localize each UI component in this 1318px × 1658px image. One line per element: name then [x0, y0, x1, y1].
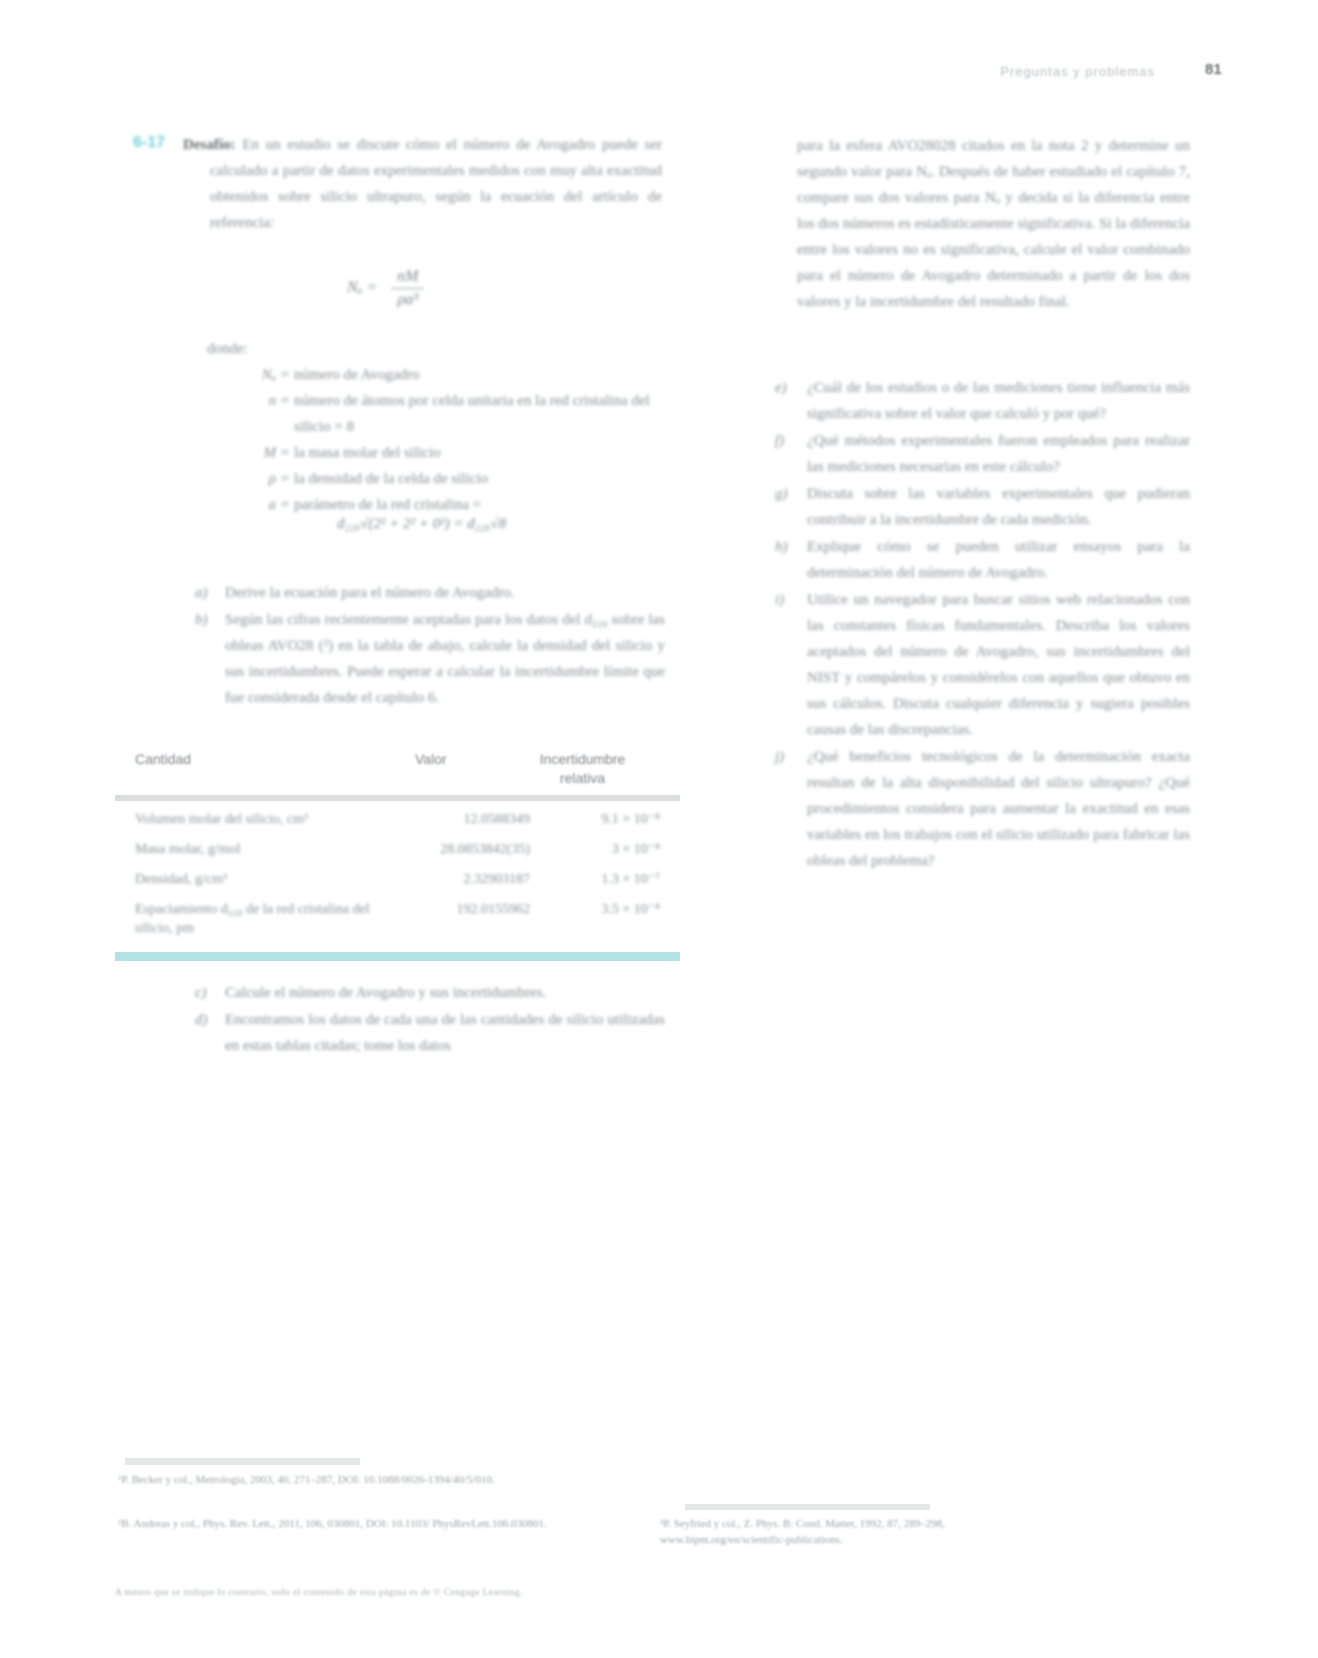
- problem-intro-text: En un estudio se discute cómo el número de Avogadro puede ser calculado a partir de datos experimentales medidos con muy alta exactitud obtenidos sobre silicio ultrapuro, según la ecuación del artículo de referencia:: [210, 137, 662, 231]
- variable-row: [230, 440, 655, 466]
- variable-definition: número de Avogadro: [294, 367, 420, 383]
- table-row: [115, 840, 680, 870]
- page-number: 81: [1205, 61, 1222, 78]
- variable-symbol: a: [268, 497, 276, 513]
- cell-valor: 12.0588349: [463, 812, 530, 827]
- equation-numerator: nM: [397, 268, 419, 285]
- item-letter: j): [775, 749, 785, 765]
- problem-intro: [183, 132, 662, 236]
- item-text: Utilice un navegador para buscar sitios web relacionados con las constantes físicas fundamentales. Describa los valores aceptados del número de Avogadro, sus incertidumbres del NIST y compárelos y considérelos con aquellos que obtuvo en sus cálculos. Discuta cualquier diferencia y sugiera posibles causas de las discrepancias.: [807, 592, 1190, 738]
- list-item-h: [767, 534, 1190, 586]
- right-column-items: [767, 375, 1190, 875]
- copyright-note: A menos que se indique lo contrario, todo el contenido de esta página es de © Cengage Learning.: [115, 1588, 523, 1598]
- item-text: ¿Qué beneficios tecnológicos de la determinación exacta resultan de la alta disponibilidad del silicio ultrapuro? ¿Qué procedimientos considera para aumentar la exactitud en esas variables en los trabajos con el silicio utilizado para fabricar las obleas del problema?: [807, 749, 1190, 869]
- equation-denominator: ρa³: [391, 288, 424, 309]
- variable-row: [230, 362, 655, 388]
- list-item-e: [767, 375, 1190, 427]
- table-row: [115, 870, 680, 900]
- equation-equals: =: [366, 279, 378, 297]
- footnote-rule-left: [125, 1458, 360, 1465]
- variable-symbol: ρ: [268, 471, 276, 487]
- variable-symbol: M: [263, 445, 276, 461]
- footnote-left-1: ¹P. Becker y col., Metrologia, 2003, 40, 271–287, DOI: 10.1088/0026-1394/40/5/010.: [118, 1474, 495, 1486]
- footnote-rule-right: [685, 1504, 930, 1510]
- variable-row: [230, 466, 655, 492]
- lattice-formula: d₂₂₀√(2² + 2² + 0²) = d₂₂₀√8: [337, 516, 507, 532]
- equals-sign: =: [280, 497, 290, 513]
- item-text: Discuta sobre las variables experimentales que pudieran contribuir a la incertidumbre de cada medición.: [807, 486, 1190, 528]
- item-letter: h): [775, 539, 788, 555]
- cell-cantidad: Masa molar, g/mol: [135, 842, 241, 857]
- table-header-valor: Valor: [415, 751, 447, 767]
- avogadro-equation: [347, 268, 424, 309]
- variable-definition: número de átomos por celda unitaria en la red cristalina del silicio = 8: [294, 393, 650, 435]
- equation-fraction: [391, 268, 424, 309]
- variable-definition: la masa molar del silicio: [294, 445, 441, 461]
- equals-sign: =: [280, 471, 290, 487]
- variable-definition: la densidad de la celda de silicio: [294, 471, 489, 487]
- equals-sign: =: [280, 445, 290, 461]
- item-letter: a): [195, 585, 208, 601]
- list-item-b: [195, 607, 665, 711]
- item-text: ¿Qué métodos experimentales fueron empleados para realizar las mediciones necesarias en este cálculo?: [807, 433, 1190, 475]
- equals-sign: =: [280, 367, 290, 383]
- left-items: [195, 580, 665, 712]
- variable-symbol: n: [268, 393, 276, 409]
- equals-sign: =: [280, 393, 290, 409]
- variable-symbol: Nₐ: [261, 367, 276, 383]
- cell-incertidumbre: 3.5 × 10⁻⁸: [601, 902, 660, 917]
- where-label: donde:: [207, 341, 248, 357]
- list-item-j: [767, 744, 1190, 874]
- variable-row: [230, 492, 655, 518]
- variable-list: [230, 362, 655, 518]
- right-column-paragraph: para la esfera AVO28028 citados en la nota 2 y determine un segundo valor para Nₐ. Después de haber estudiado el capítulo 7, compare sus dos valores para Nₐ y decida si la diferencia entre los dos números es estadísticamente significativa. Si la diferencia entre los valores no es significativa, calcule el valor combinado para el número de Avogadro determinado a partir de los dos valores y la incertidumbre del resultado final.: [797, 138, 1190, 310]
- item-text: Encontramos los datos de cada una de las cantidades de silicio utilizadas en estas tablas citadas; tome los datos: [225, 1012, 665, 1054]
- list-item-a: [195, 580, 665, 606]
- list-item-i: [767, 587, 1190, 743]
- cell-incertidumbre: 1.3 × 10⁻⁷: [601, 872, 660, 887]
- cell-valor: 28.0853842(35): [440, 842, 530, 857]
- list-item-f: [767, 428, 1190, 480]
- footnote-left-2: ²B. Andreas y col., Phys. Rev. Lett., 2011, 106, 030801, DOI: 10.1103/ PhysRevLett.106.030801.: [118, 1518, 547, 1530]
- table-row: [115, 900, 680, 946]
- table-header-line2: relativa: [559, 770, 606, 786]
- equation-lhs: Nₐ: [347, 279, 363, 297]
- item-text: Derive la ecuación para el número de Avogadro.: [225, 585, 515, 601]
- item-letter: g): [775, 486, 788, 502]
- footnote-right-1: ³P. Seyfried y col., Z. Phys. B: Cond. Matter, 1992, 87, 289–298, www.bipm.org/en/scientific-publications.: [660, 1518, 945, 1546]
- cell-incertidumbre: 3 × 10⁻⁸: [611, 842, 660, 857]
- list-item-g: [767, 481, 1190, 533]
- item-letter: d): [195, 1012, 208, 1028]
- list-item-c: [195, 980, 665, 1006]
- cell-valor: 2.32903187: [463, 872, 530, 887]
- item-letter: c): [195, 985, 207, 1001]
- table-header-rule: [115, 795, 680, 801]
- table-bottom-rule: [115, 952, 680, 961]
- table-header-cantidad: Cantidad: [135, 751, 192, 767]
- item-text: Según las cifras recientemente aceptadas para los datos del d₂₂₀ sobre las obleas AVO28 (²) en la tabla de abajo, calcule la densidad del silicio y sus incertidumbres. Puede esperar a calcular la incertidumbre límite que fue considerada desde el capítulo 6.: [225, 612, 665, 706]
- item-letter: e): [775, 380, 787, 396]
- problem-number: 6-17: [133, 134, 166, 151]
- list-item-d: [195, 1007, 665, 1059]
- table-row: [115, 810, 680, 840]
- variable-definition: parámetro de la red cristalina =: [294, 497, 482, 513]
- item-text: Calcule el número de Avogadro y sus incertidumbres.: [225, 985, 547, 1001]
- table-header-incertidumbre: [505, 750, 660, 788]
- cell-cantidad: Densidad, g/cm³: [135, 872, 228, 887]
- cell-valor: 192.0155962: [456, 902, 530, 917]
- table-body: [115, 810, 680, 946]
- cell-cantidad: Volumen molar del silicio, cm³: [135, 812, 309, 827]
- item-letter: f): [775, 433, 785, 449]
- item-letter: i): [775, 592, 785, 608]
- table-header-line1: Incertidumbre: [539, 751, 626, 767]
- item-text: ¿Cuál de los estudios o de las mediciones tiene influencia más significativa sobre el valor que calculó y por qué?: [807, 380, 1190, 422]
- cell-cantidad: Espaciamiento d₂₂₀ de la red cristalina del silicio, pm: [135, 902, 370, 936]
- problem-label: Desafío:: [183, 137, 236, 153]
- cell-incertidumbre: 9.1 × 10⁻⁸: [601, 812, 660, 827]
- item-letter: b): [195, 612, 208, 628]
- left-items-after-table: [195, 980, 665, 1060]
- item-text: Explique cómo se pueden utilizar ensayos para la determinación del número de Avogadro.: [807, 539, 1190, 581]
- variable-row: [230, 388, 655, 440]
- running-head: Preguntas y problemas: [1000, 64, 1155, 79]
